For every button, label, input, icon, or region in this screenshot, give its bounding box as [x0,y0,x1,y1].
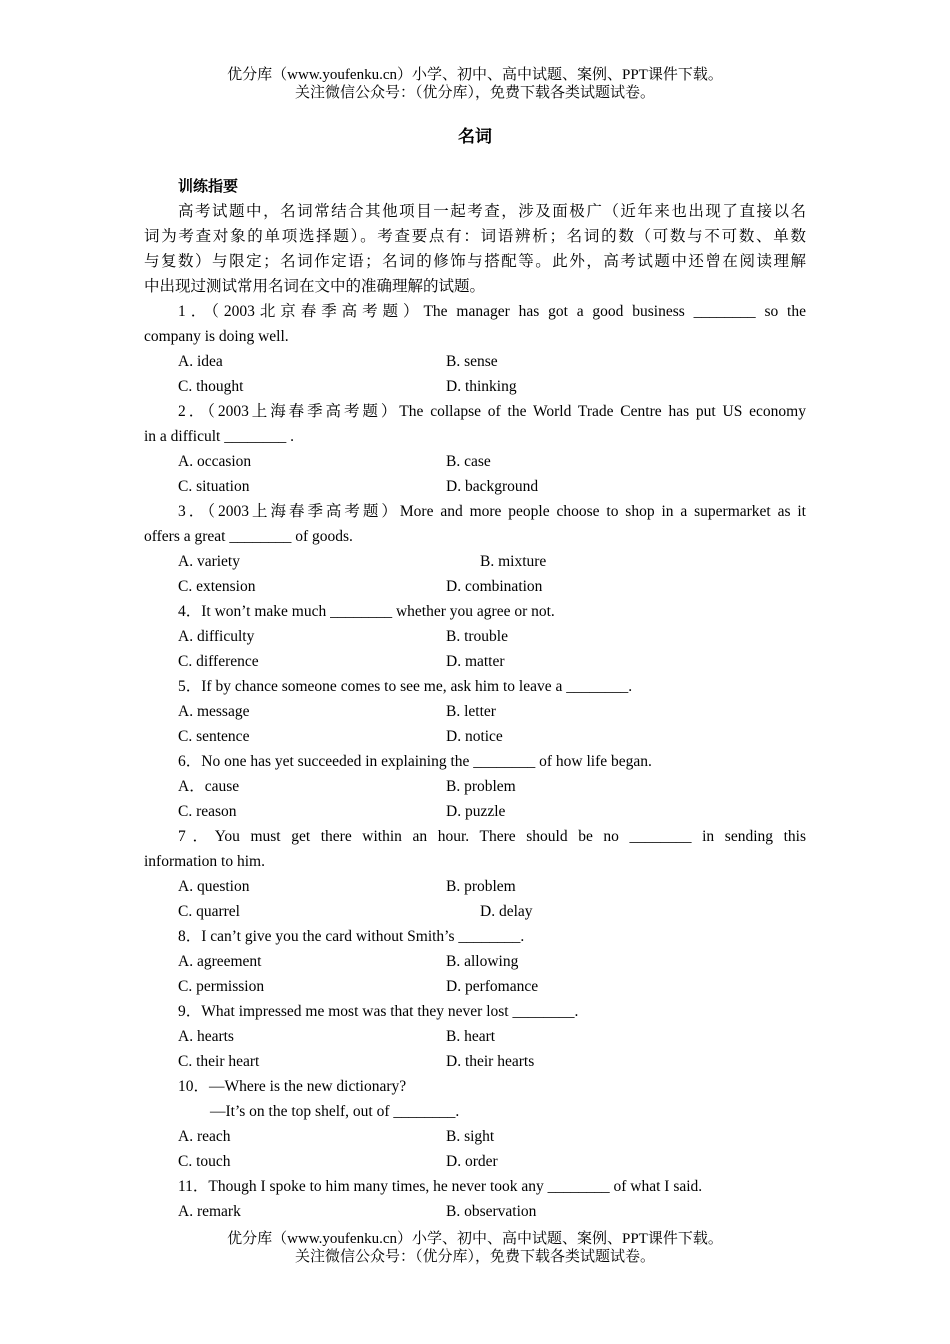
question-9-options-row-2 [144,1049,806,1074]
option-d: D. notice [446,728,503,745]
question-6-options-row-2 [144,799,806,824]
header-line-1: 优分库（www.youfenku.cn）小学、初中、高中试题、案例、PPT课件下载。 [227,67,723,83]
question-5-options-row-1 [144,699,806,724]
option-b: B. allowing [446,953,519,970]
question-10-options-row-2 [144,1149,806,1174]
question-7-options-row-1 [144,874,806,899]
question-10-stem: 10．—Where is the new dictionary? [178,1078,407,1095]
question-3-options-row-2 [144,574,806,599]
question-8-stem: 8．I can’t give you the card without Smith’s ________. [178,928,525,945]
option-a: A. occasion [178,453,252,470]
option-b: B. heart [446,1028,496,1045]
question-11-stem: 11．Though I spoke to him many times, he never took any ________ of what I said. [178,1178,703,1195]
option-b: B. case [446,453,491,470]
question-8-options-row-1 [144,949,806,974]
option-c: C. their heart [178,1053,260,1070]
option-d: D. order [446,1153,498,1170]
option-a: A. agreement [178,953,262,970]
question-8-options-row-2 [144,974,806,999]
question-9-stem: 9．What impressed me most was that they never lost ________. [178,1003,579,1020]
option-c: C. reason [178,803,237,820]
question-6-stem: 6．No one has yet succeeded in explaining the ________ of how life began. [178,753,652,770]
question-9-options-row-1 [144,1024,806,1049]
option-d: D. puzzle [446,803,506,820]
question-3-options-row-1 [144,549,806,574]
option-b: B. mixture [480,553,547,570]
question-1-options-row-2 [144,374,806,399]
footer-line-1: 优分库（www.youfenku.cn）小学、初中、高中试题、案例、PPT课件下载。 [227,1231,723,1247]
question-4-stem: 4．It won’t make much ________ whether you agree or not. [178,603,555,620]
option-c: C. thought [178,378,244,395]
question-4-options-row-1 [144,624,806,649]
question-2-options-row-1 [144,449,806,474]
option-b: B. sense [446,353,498,370]
option-d: D. background [446,478,539,495]
option-c: C. touch [178,1153,231,1170]
intro-line-2: 词为考查对象的单项选择题）。考查要点有：词语辨析；名词的数（可数与不可数、单数 [144,228,806,245]
option-a: A. idea [178,353,223,370]
question-5-options-row-2 [144,724,806,749]
question-4-options-row-2 [144,649,806,674]
option-a: A. difficulty [178,628,255,645]
option-c: C. difference [178,653,259,670]
question-7-stem-cont: information to him. [144,853,265,870]
option-d: D. thinking [446,378,517,395]
question-11-options-row-1 [144,1199,806,1224]
header-line-2: 关注微信公众号：（优分库），免费下载各类试题试卷。 [294,85,655,101]
question-7-options-row-2 [144,899,806,924]
option-a: A. hearts [178,1028,234,1045]
question-10-stem-cont: —It’s on the top shelf, out of ________. [210,1103,460,1120]
question-3-stem-cont: offers a great ________ of goods. [144,528,353,545]
section-heading: 训练指要 [178,177,239,195]
option-a: A. variety [178,553,240,570]
footer-line-2: 关注微信公众号：（优分库），免费下载各类试题试卷。 [294,1249,655,1265]
option-b: B. letter [446,703,496,720]
page-header [0,66,950,102]
question-1-stem: 1．（2003北京春季高考题）The manager has got a good business ________ so the [178,303,806,320]
question-1-stem-cont: company is doing well. [144,328,289,345]
option-a: A. reach [178,1128,231,1145]
option-c: C. situation [178,478,250,495]
option-a: A. remark [178,1203,241,1220]
document-title: 名词 [458,127,492,147]
intro-line-3: 与复数）与限定；名词作定语；名词的修饰与搭配等。此外，高考试题中还曾在阅读理解 [144,253,806,270]
question-6-options-row-1 [144,774,806,799]
page-footer [0,1230,950,1266]
question-2-stem: 2．（2003上海春季高考题）The collapse of the World Trade Centre has put US economy [178,403,806,420]
question-2-stem-cont: in a difficult ________ . [144,428,294,445]
intro-line-4: 中出现过测试常用名词在文中的准确理解的试题。 [144,278,486,295]
option-c: C. extension [178,578,256,595]
option-c: C. sentence [178,728,250,745]
question-5-stem: 5．If by chance someone comes to see me, ask him to leave a ________. [178,678,633,695]
option-d: D. their hearts [446,1053,535,1070]
option-b: B. problem [446,878,516,895]
option-a: A. message [178,703,250,720]
option-d: D. delay [480,903,533,920]
option-a: A. question [178,878,250,895]
question-7-stem: 7．You must get there within an hour. There should be no ________ in sending this [178,828,806,845]
option-d: D. perfomance [446,978,539,995]
question-2-options-row-2 [144,474,806,499]
option-b: B. sight [446,1128,495,1145]
option-d: D. combination [446,578,543,595]
option-c: C. permission [178,978,265,995]
option-b: B. trouble [446,628,508,645]
option-d: D. matter [446,653,505,670]
question-3-stem: 3．（2003上海春季高考题）More and more people choose to shop in a supermarket as it [178,503,806,520]
option-b: B. observation [446,1203,537,1220]
intro-line-1: 高考试题中，名词常结合其他项目一起考查，涉及面极广（近年来也出现了直接以名 [178,203,806,220]
question-10-options-row-1 [144,1124,806,1149]
document-body [144,174,806,1224]
option-a: A．cause [178,778,240,795]
option-b: B. problem [446,778,516,795]
option-c: C. quarrel [178,903,240,920]
question-1-options-row-1 [144,349,806,374]
